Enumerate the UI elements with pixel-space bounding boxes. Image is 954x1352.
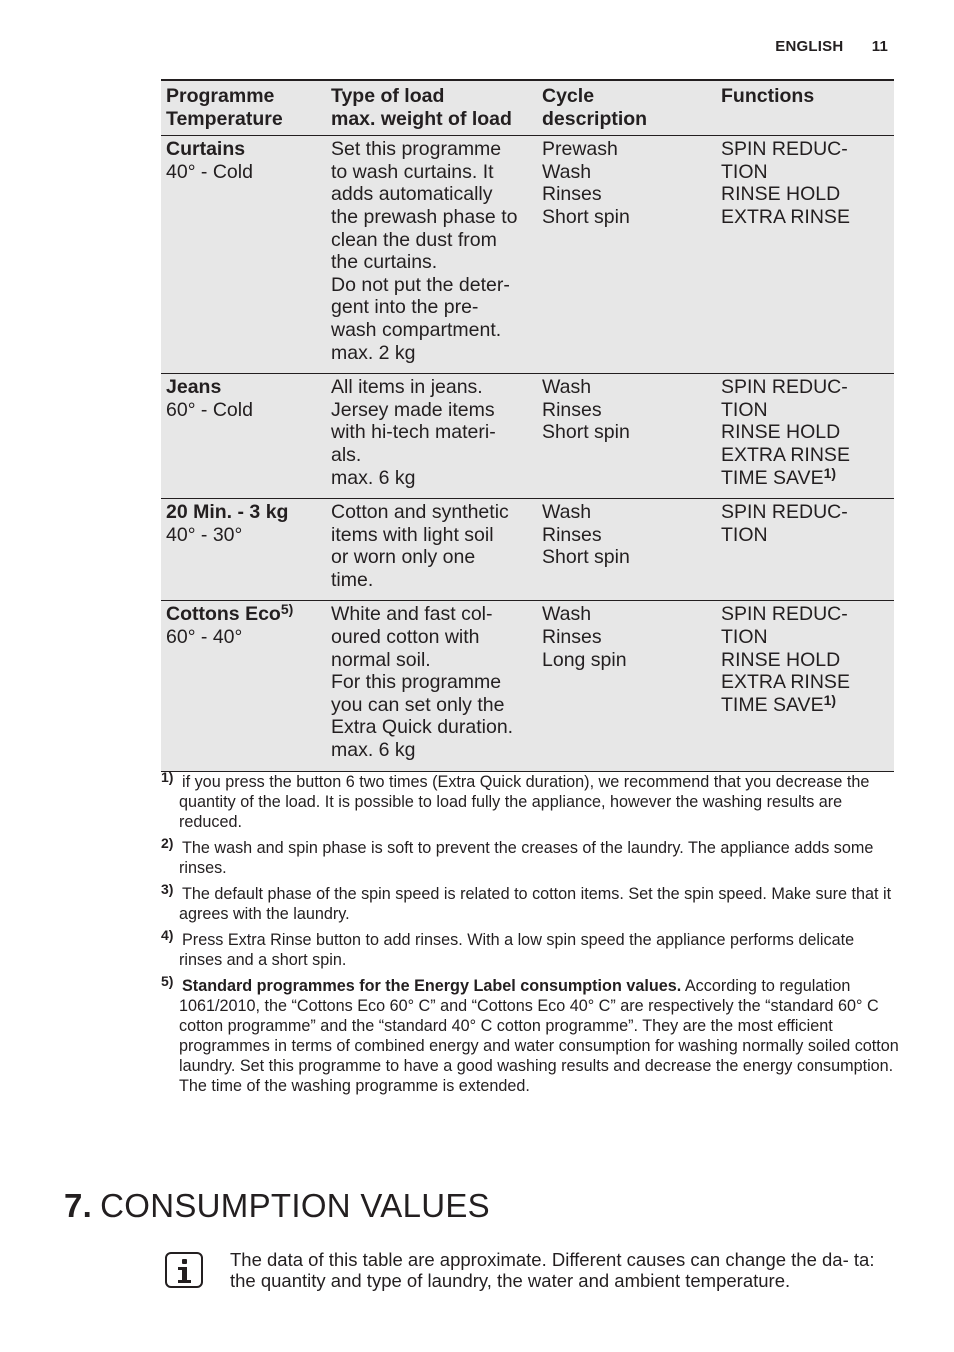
cell-functions: SPIN REDUC- TION RINSE HOLD EXTRA RINSE TIME SAVE$^{1)}$ [721, 603, 850, 716]
programme-name: Curtains [166, 138, 246, 161]
section-title [64, 1186, 490, 1226]
info-icon [165, 1252, 203, 1288]
cell-cycle: Wash Rinses Short spin [542, 501, 630, 569]
programme-temperature: 60° - 40° [166, 626, 243, 649]
table-row [161, 499, 894, 601]
cell-load: Set this programme to wash curtains. It adds automatically the prewash phase to clean the dust from the curtains. Do not put the deter- gent into the pre- wash compartment. max. 2 kg [331, 138, 518, 364]
cell-load: All items in jeans. Jersey made items with hi-tech materi- als. max. 6 kg [331, 376, 496, 489]
footnote-ref: 1) [823, 464, 837, 481]
programme-temperature: 40° - 30° [166, 523, 243, 546]
cell-programme [161, 601, 326, 771]
cell-functions: SPIN REDUC- TION RINSE HOLD EXTRA RINSE TIME SAVE$^{1)}$ [721, 376, 850, 489]
cell-cycle: Prewash Wash Rinses Short spin [542, 138, 630, 228]
programme-table [161, 79, 894, 772]
footnote-ref: 5) [280, 601, 294, 618]
footnote-mark: 3) [161, 881, 174, 897]
section-number: 7. [64, 1187, 93, 1224]
header-load: Type of load max. weight of load [331, 85, 512, 130]
cell-functions: SPIN REDUC- TION RINSE HOLD EXTRA RINSE [721, 138, 850, 228]
header-programme: Programme Temperature [166, 85, 283, 130]
programme-temperature: 60° - Cold [166, 398, 253, 421]
language-label: ENGLISH [775, 38, 844, 55]
cell-programme [161, 136, 326, 374]
table-header-row [161, 80, 894, 136]
section-title-text: CONSUMPTION VALUES [100, 1187, 490, 1224]
programme-temperature: 40° - Cold [166, 160, 253, 183]
footnote-item: 2) The wash and spin phase is soft to prevent the creases of the laundry. The appliance adds some rinses. [161, 835, 874, 877]
table-row [161, 601, 894, 771]
footnote-item: 5) Standard programmes for the Energy Label consumption values. According to regulation 1061/2010, the “Cottons Eco 60° C” and “Cottons Eco 40° C” are respectively the “standard 60° C cotton programme” and the “standard 40° C cotton programme”. They are the most efficient programmes in terms of combined energy and water consumption for washing normally soiled cotton laundry. Set this programme to have a good washing results and decrease the energy consumption. The time of the washing programme is extended. [161, 973, 899, 1095]
cell-functions: SPIN REDUC- TION [721, 501, 848, 546]
header-functions: Functions [721, 85, 815, 107]
programme-name: 20 Min. - 3 kg [166, 501, 289, 524]
cell-load: Cotton and synthetic items with light soil or worn only one time. [331, 501, 509, 591]
cell-cycle: Wash Rinses Short spin [542, 376, 630, 444]
footnote-mark: 4) [161, 927, 174, 943]
footnote-item: 3) The default phase of the spin speed is related to cotton items. Set the spin speed. Make sure that it agrees with the laundry. [161, 881, 892, 923]
programme-name: Cottons Eco [166, 603, 281, 626]
page-number: 11 [871, 38, 888, 55]
footnote-mark: 1) [161, 769, 174, 785]
cell-cycle: Wash Rinses Long spin [542, 603, 627, 671]
page-header [775, 38, 888, 55]
header-cycle: Cycle description [542, 85, 648, 130]
footnote-item: 4) Press Extra Rinse button to add rinses. With a low spin speed the appliance performs delicate rinses and a short spin. [161, 927, 855, 969]
footnote-item: 1) if you press the button 6 two times (Extra Quick duration), we recommend that you decrease the quantity of the load. It is possible to load fully the appliance, however the washing results are reduced. [161, 769, 870, 831]
cell-programme [161, 499, 326, 601]
cell-programme [161, 374, 326, 499]
info-note: The data of this table are approximate. Different causes can change the da- ta: the quantity and type of laundry, the water and ambient temperature. [230, 1249, 875, 1291]
table-row [161, 136, 894, 374]
table-row [161, 374, 894, 499]
footnote-ref: 1) [823, 691, 837, 708]
footnote-mark: 2) [161, 835, 174, 851]
footnote-mark: 5) [161, 973, 174, 989]
programme-name: Jeans [166, 376, 222, 399]
footnotes [161, 769, 901, 1102]
cell-load: White and fast col- oured cotton with normal soil. For this programme you can set only the Extra Quick duration. max. 6 kg [331, 603, 514, 762]
